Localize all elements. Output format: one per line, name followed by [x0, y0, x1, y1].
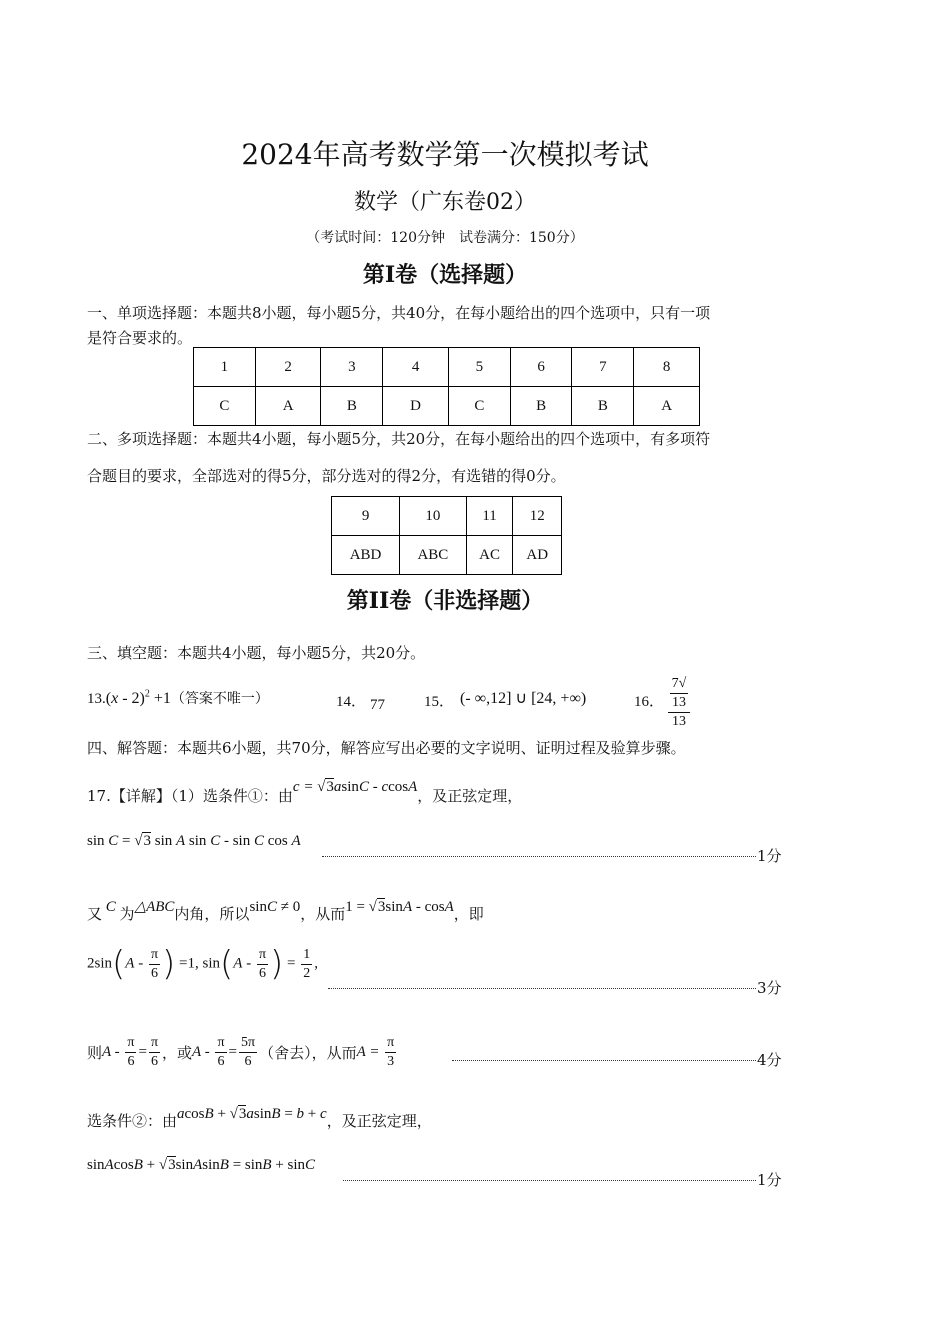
score-2: 3分: [757, 979, 782, 997]
question-number: 3: [321, 348, 383, 387]
text-ze: 则: [87, 1044, 103, 1062]
text-shequ: （舍去），从而: [259, 1044, 357, 1062]
solve-instruction: 四、解答题：本题共6小题，共70分，解答应写出必要的文字说明、证明过程及验算步骤。: [87, 739, 686, 757]
single-choice-instruction-2: 是符合要求的。: [87, 329, 193, 347]
table-row: [332, 497, 562, 536]
step-3-equation: 2sin(A - $\frac{\pi}{6}$ ) =1, sin(A - $\frac{\pi}{6}$ ) = $\frac{1}{2}$ ,: [87, 944, 319, 984]
leader-dots: [328, 988, 756, 989]
answer-cell: AC: [466, 536, 513, 575]
leader-dots: [452, 1060, 756, 1061]
page-title: 2024年高考数学第一次模拟考试: [241, 138, 649, 171]
question-number: 9: [332, 497, 400, 536]
score-3: 4分: [757, 1051, 782, 1069]
exam-info: （考试时间：120分钟 试卷满分：150分）: [306, 230, 584, 246]
multi-choice-instruction-2: 合题目的要求，全部选对的得5分，部分选对的得2分，有选错的得0分。: [87, 467, 566, 485]
answer-cell: C: [448, 387, 510, 426]
table-row: [194, 387, 700, 426]
answer-cell: D: [383, 387, 449, 426]
question-number: 8: [634, 348, 700, 387]
q13-label: 13.: [87, 691, 106, 707]
q13-answer: (x - 2)$^2$ +1: [105, 688, 171, 707]
multi-choice-instruction-1: 二、多项选择题：本题共4小题，每小题5分，共20分，在每小题给出的四个选项中，有多项符: [87, 430, 711, 448]
single-choice-instruction-1: 一、单项选择题：本题共8小题，每小题5分，共40分，在每小题给出的四个选项中，只有一项: [87, 304, 711, 322]
answer-cell: A: [634, 387, 700, 426]
question-number: 2: [255, 348, 321, 387]
cond2-intro: 选条件②：由: [87, 1112, 178, 1130]
text-wei: 为: [119, 905, 135, 923]
math-sinc-neq: sinC ≠ 0: [249, 899, 301, 915]
text-ji: ，即: [453, 905, 484, 923]
math-a-minus: A -: [102, 1044, 124, 1060]
answer-cell: ABD: [332, 536, 400, 575]
q16-answer: 7√ 13 13: [666, 675, 692, 731]
q17-intro: 17.【详解】（1）选条件①：由: [87, 787, 293, 805]
question-number: 7: [572, 348, 634, 387]
fill-in-instruction: 三、填空题：本题共4小题，每小题5分，共20分。: [87, 644, 426, 662]
question-number: 6: [510, 348, 572, 387]
math-c: C: [102, 899, 120, 915]
answer-cell: B: [572, 387, 634, 426]
question-number: 4: [383, 348, 449, 387]
question-number: 10: [400, 497, 467, 536]
score-1: 1分: [757, 847, 782, 865]
answer-cell: B: [321, 387, 383, 426]
answer-cell: AD: [513, 536, 562, 575]
page-subtitle: 数学（广东卷02）: [354, 190, 536, 215]
question-number: 5: [448, 348, 510, 387]
q14-answer: 77: [370, 697, 385, 713]
math-one-eq: 1 = √3sinA - cosA: [345, 899, 454, 915]
q15-label: 15．: [424, 694, 455, 710]
cond2-equation: acosB + √3asinB = b + c: [177, 1106, 327, 1122]
step-4-line: 则A - $\frac{\pi}{6}$ = $\frac{\pi}{6}$ ，或A - $\frac{\pi}{6}$ = $\frac{5\pi}{6}$ （舍去），从而A = $\frac{\pi}{3}$: [87, 1035, 395, 1069]
part2-heading: 第II卷（非选择题）: [346, 588, 544, 614]
leader-dots: [322, 856, 756, 857]
step-2-line: [87, 899, 484, 924]
answer-cell: A: [255, 387, 321, 426]
text-huo: ，或: [162, 1044, 193, 1062]
text-neijiao: 内角，所以: [174, 905, 250, 923]
text-you: 又: [87, 905, 103, 923]
cond2-step-equation: sinAcosB + √3sinAsinB = sinB + sinC: [87, 1157, 316, 1173]
math-triangle: △ABC: [134, 899, 175, 915]
q14-label: 14．: [336, 694, 367, 710]
multi-choice-answer-table: [331, 496, 562, 575]
cond2-line: [87, 1106, 432, 1131]
answer-cell: ABC: [400, 536, 467, 575]
question-number: 12: [513, 497, 562, 536]
answer-cell: C: [194, 387, 256, 426]
table-row: [194, 348, 700, 387]
q16-label: 16．: [634, 694, 665, 710]
question-number: 1: [194, 348, 256, 387]
question-number: 11: [466, 497, 513, 536]
q15-answer: (- ∞,12] ∪ [24, +∞): [460, 690, 587, 707]
single-choice-answer-table: [193, 347, 700, 426]
fill-in-answers: [87, 688, 269, 708]
leader-dots: [343, 1180, 756, 1181]
answer-cell: B: [510, 387, 572, 426]
step-1-equation: sin C = √3 sin A sin C - sin C cos A: [87, 833, 301, 849]
cond2-tail: ，及正弦定理，: [326, 1112, 432, 1130]
q17-equation: c = √3asinC - ccosA: [292, 779, 418, 795]
text-conger: ，从而: [300, 905, 346, 923]
score-4: 1分: [757, 1171, 782, 1189]
q13-note: （答案不唯一）: [170, 691, 269, 707]
table-row: [332, 536, 562, 575]
q17-intro-line: [87, 779, 523, 806]
part1-heading: 第I卷（选择题）: [362, 262, 528, 288]
q17-intro-tail: ，及正弦定理，: [417, 787, 523, 805]
